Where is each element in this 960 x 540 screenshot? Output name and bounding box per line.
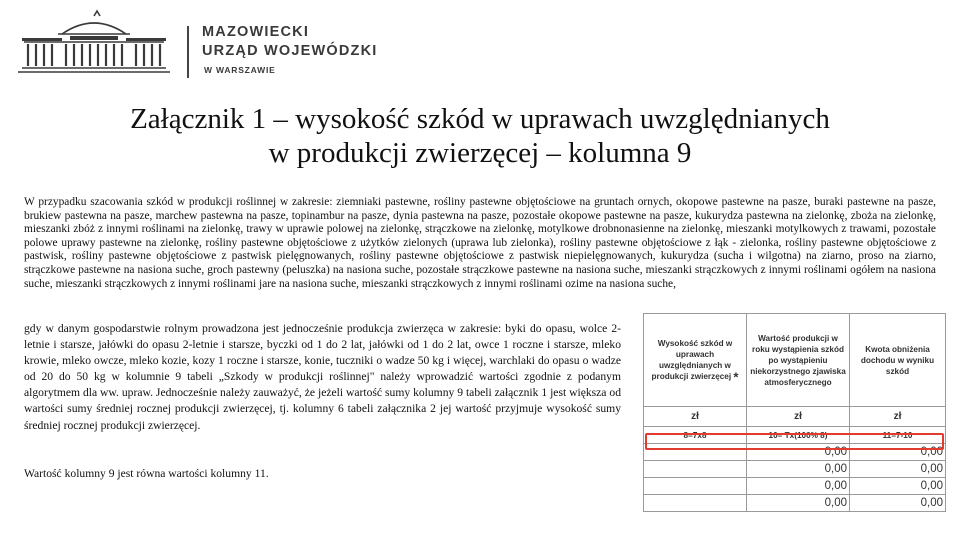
table-unit-cell: zł bbox=[850, 407, 946, 427]
page-title-line2: w produkcji zwierzęcej – kolumna 9 bbox=[268, 137, 692, 169]
table-cell[interactable]: 0,00 bbox=[747, 444, 850, 461]
table-row bbox=[644, 444, 946, 461]
table-header-cell: Wysokość szkód w uprawach uwzględnianych w produkcji zwierzęcej * bbox=[644, 314, 747, 407]
table-cell[interactable] bbox=[644, 444, 747, 461]
table-formula-cell: 11=7-10 bbox=[850, 427, 946, 444]
table-cell[interactable]: 0,00 bbox=[850, 461, 946, 478]
table-row bbox=[644, 461, 946, 478]
table-formula-cell: 8=7x8 bbox=[644, 427, 747, 444]
table-unit-cell: zł bbox=[747, 407, 850, 427]
building-emblem-icon bbox=[14, 8, 174, 78]
table-header-cell: Wartość produkcji w roku wystąpienia szkód po wystąpieniu niekorzystnego zjawiska atmosferycznego bbox=[747, 314, 850, 407]
table-cell[interactable] bbox=[644, 478, 747, 495]
crop-scope-paragraph: W przypadku szacowania szkód w produkcji roślinnej w zakresie: ziemniaki pastewne, rośliny pastewne objętościowe na gruntach ornych, okopowe pastewne na pasze, buraki pastewne na pasze, brukiew pastewna na pasze, marchew pastewna na pasze, topinambur na pasze, dynia pastewna na pasze, pozostałe okopowe pastewne na pasze, kukurydza pastewna na zielonkę, zboża na zielonkę, mieszanki zbóż z innymi roślinami na zielonkę, trawy w uprawie polowej na zielonkę, strączkowe na zielonkę, motylkowe drobnonasienne na zielonkę, mieszanki motylkowych z trawami, pozostałe polowe uprawy pastewne na zielonkę, rośliny pastewne objętościowe z użytków zielonych (uprawa lub zielonka), rośliny pastewne objętościowe z łąk - zielonka, rośliny pastewne objętościowe z pastwisk, rośliny pastewne objętościowe z pastwisk pielęgnowanych, rośliny pastewne objętościowe z pastwisk niepielęgnowanych, kukurydza (sucha i wilgotna) na ziarno, proso na ziarno, strączkowe pastewne na nasiona suche, groch pastewny (peluszka) na nasiona suche, pozostałe strączkowe pastewne na nasiona suche, mieszanki strączkowych z innymi roślinami ogółem na nasiona suche, mieszanki strączkowych z innymi roślinami jare na nasiona suche, mieszanki strączkowych z innymi roślinami ozime na nasiona suche, bbox=[24, 196, 936, 290]
table-cell[interactable]: 0,00 bbox=[747, 495, 850, 512]
table-cell[interactable]: 0,00 bbox=[850, 444, 946, 461]
logo-text-line1: MAZOWIECKI bbox=[202, 24, 310, 40]
page-title-line1: Załącznik 1 – wysokość szkód w uprawach uwzględnianych bbox=[130, 103, 830, 135]
table-formula-cell: 10= Tx(100% 8) bbox=[747, 427, 850, 444]
calculation-table bbox=[643, 313, 945, 507]
table-row bbox=[644, 478, 946, 495]
logo-text-line2: URZĄD WOJEWÓDZKI bbox=[202, 43, 378, 59]
logo-text-line3: W WARSZAWIE bbox=[204, 65, 276, 75]
table-cell[interactable] bbox=[644, 495, 747, 512]
table-cell[interactable]: 0,00 bbox=[747, 478, 850, 495]
livestock-condition-paragraph: gdy w danym gospodarstwie rolnym prowadzona jest jednocześnie produkcja zwierzęca w zakresie: byki do opasu, wolce 2-letnie i starsze, jałówki do opasu 2-letnie i starsze, byczki od 1 do 2 lat, jałówki od 1 do 2 lat, owce 1 roczne i starsze, mleko krowie, mleko owcze, mleko kozie, kozy 1 roczne i starsze, konie, tuczniki o wadze 50 kg i więcej, warchlaki do opasu o wadze od 20 do 50 kg w kolumnie 9 tabeli „Szkody w produkcji roślinnej" należy wprowadzić wartości zgodnie z podanym algorytmem dla ww. upraw. Jednocześnie należy zauważyć, że jeżeli wartość sumy kolumny 9 tabeli załącznik 1 jest większa od wartości sumy średniej rocznej produkcji zwierzęcej, tj. kolumny 6 tabeli załącznika 2 jej wartość przyjmuje wysokość sumy średniej rocznej produkcji zwierzęcej. bbox=[24, 322, 621, 432]
table-units-row bbox=[644, 407, 946, 427]
column-rule-paragraph: Wartość kolumny 9 jest równa wartości kolumny 11. bbox=[24, 467, 269, 480]
table-row bbox=[644, 495, 946, 512]
table-unit-cell: zł bbox=[644, 407, 747, 427]
logo bbox=[14, 8, 378, 78]
table-cell[interactable]: 0,00 bbox=[747, 461, 850, 478]
table-cell[interactable]: 0,00 bbox=[850, 478, 946, 495]
table-cell[interactable]: 0,00 bbox=[850, 495, 946, 512]
table-header-star: * bbox=[733, 369, 739, 385]
page-title bbox=[20, 102, 940, 170]
table-formula-row bbox=[644, 427, 946, 444]
table-cell[interactable] bbox=[644, 461, 747, 478]
logo-divider bbox=[187, 26, 189, 78]
table-header-cell: Kwota obniżenia dochodu w wyniku szkód bbox=[850, 314, 946, 407]
table-header-row bbox=[644, 314, 946, 407]
